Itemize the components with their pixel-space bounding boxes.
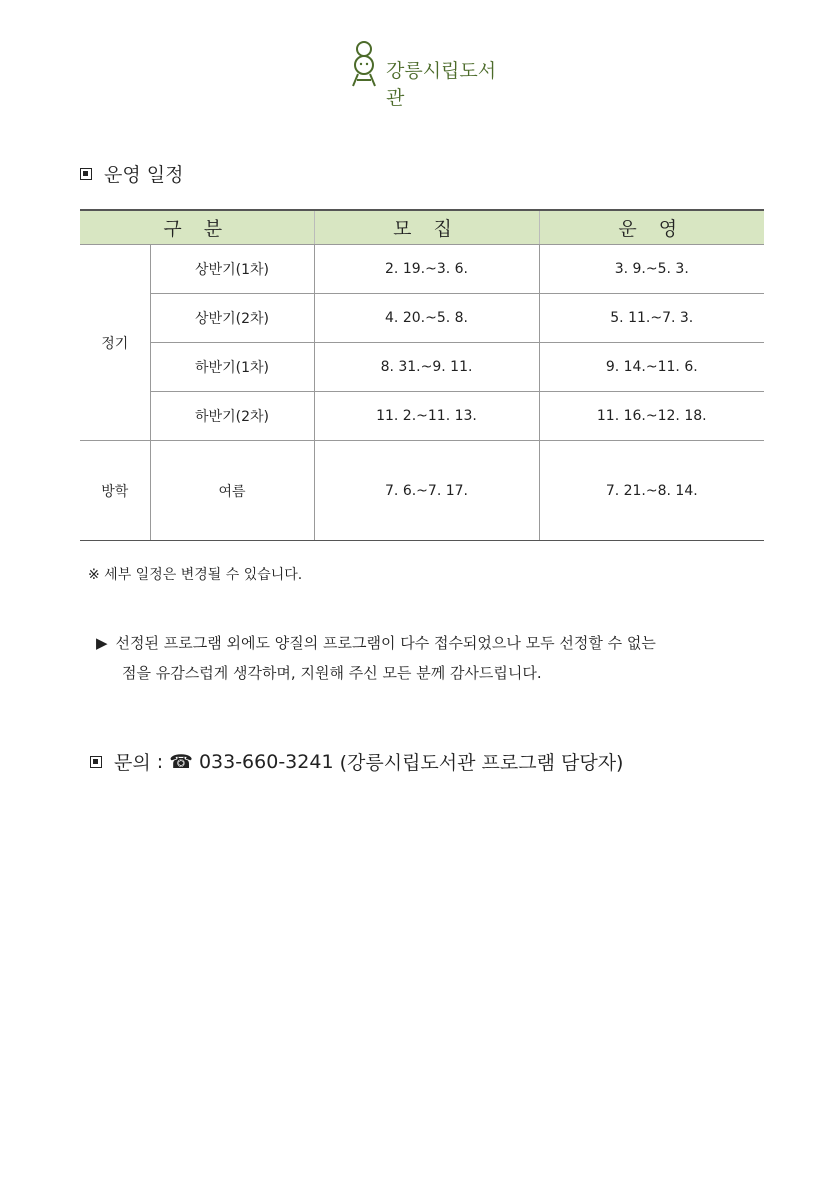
library-logo xyxy=(348,40,508,109)
contact-detail: (강릉시립도서관 프로그램 담당자) xyxy=(339,752,624,774)
recruit-cell: 4. 20.~5. 8. xyxy=(314,294,539,343)
operate-cell: 9. 14.~11. 6. xyxy=(539,343,764,392)
schedule-note: ※ 세부 일정은 변경될 수 있습니다. xyxy=(88,567,303,583)
header-category: 구 분 xyxy=(80,210,314,245)
recruit-cell: 2. 19.~3. 6. xyxy=(314,245,539,294)
recruit-cell: 8. 31.~9. 11. xyxy=(314,343,539,392)
contact-colon: : xyxy=(156,750,164,773)
triangle-arrow-icon: ▶ xyxy=(96,634,108,652)
notice-text-1: 선정된 프로그램 외에도 양질의 프로그램이 다수 접수되었으나 모두 선정할 수 없는 xyxy=(115,634,656,652)
operate-cell: 5. 11.~7. 3. xyxy=(539,294,764,343)
term-cell: 하반기(2차) xyxy=(150,392,314,441)
table-row xyxy=(80,441,764,541)
square-bullet-icon xyxy=(90,756,102,768)
notice-line-1 xyxy=(96,628,756,658)
header-recruit: 모 집 xyxy=(314,210,539,245)
term-cell: 상반기(1차) xyxy=(150,245,314,294)
recruit-cell: 7. 6.~7. 17. xyxy=(314,441,539,541)
table-header-row xyxy=(80,210,764,245)
schedule-table xyxy=(80,209,764,541)
group-regular: 정기 xyxy=(80,245,150,441)
table-row xyxy=(80,294,764,343)
selection-notice xyxy=(96,628,756,688)
operate-cell: 3. 9.~5. 3. xyxy=(539,245,764,294)
square-bullet-icon xyxy=(80,168,92,180)
phone-icon: ☎ xyxy=(169,750,193,773)
operate-cell: 11. 16.~12. 18. xyxy=(539,392,764,441)
table-row xyxy=(80,343,764,392)
operate-cell: 7. 21.~8. 14. xyxy=(539,441,764,541)
notice-text-2: 점을 유감스럽게 생각하며, 지원해 주신 모든 분께 감사드립니다. xyxy=(122,664,542,682)
library-mascot-icon xyxy=(348,40,380,88)
table-row xyxy=(80,245,764,294)
term-cell: 상반기(2차) xyxy=(150,294,314,343)
library-name: 강릉시립도서관 xyxy=(386,60,497,109)
section-title-text: 운영 일정 xyxy=(104,164,184,186)
term-cell: 하반기(1차) xyxy=(150,343,314,392)
header-operate: 운 영 xyxy=(539,210,764,245)
table-row xyxy=(80,392,764,441)
recruit-cell: 11. 2.~11. 13. xyxy=(314,392,539,441)
group-vacation: 방학 xyxy=(80,441,150,541)
contact-label: 문의 xyxy=(114,752,151,774)
contact-info xyxy=(90,748,623,775)
section-title xyxy=(80,160,183,187)
contact-phone: 033-660-3241 xyxy=(198,750,334,773)
term-cell: 여름 xyxy=(150,441,314,541)
